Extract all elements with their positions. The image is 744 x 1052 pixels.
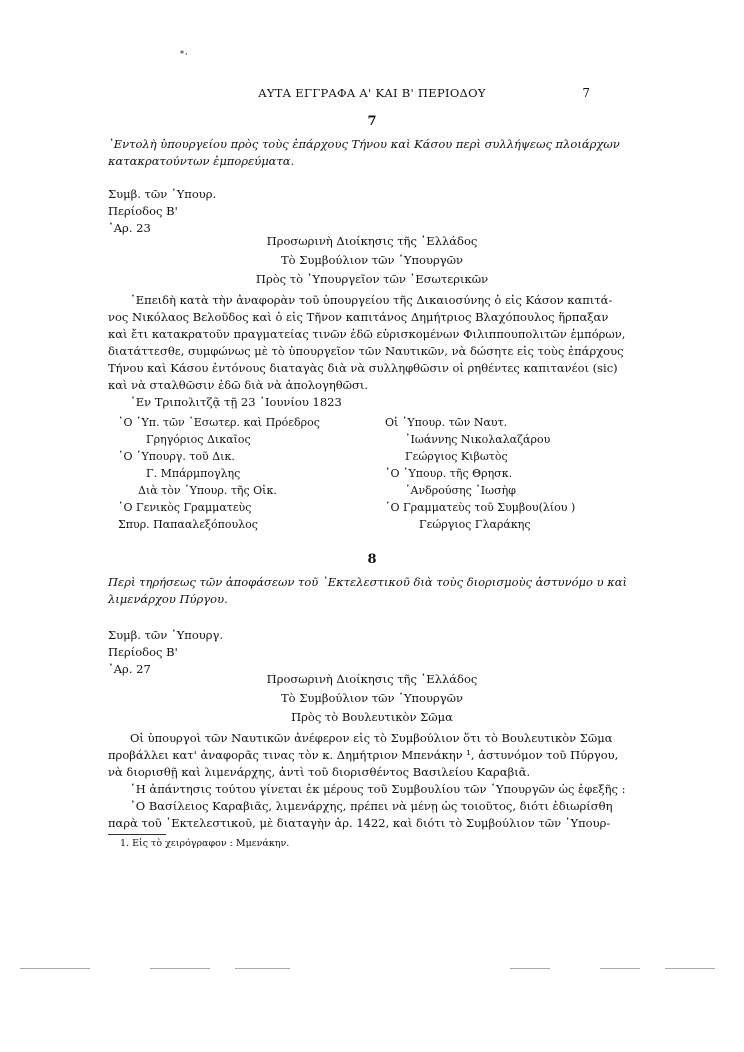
document-7-reference [108, 186, 636, 237]
footnote-divider [108, 834, 166, 835]
signature-line: ῾Ο ῾Υπ. τῶν ᾿Εσωτερ. καὶ Πρόεδρος [118, 416, 320, 429]
heading-line: Πρὸς τὸ Βουλευτικὸν Σῶμα [291, 710, 453, 724]
body-line: Τήνου καὶ Κάσου ἐντόνους διαταγὰς διὰ νὰ συλληφθῶσιν οἱ ρηθέντες καπιτανέοι (sic) [108, 361, 618, 375]
body-line: νὰ διορισθῇ καὶ λιμενάρχης, ἀντὶ τοῦ διορισθέντος Βασιλείου Καραβιᾶ. [108, 765, 531, 779]
signature-line: ῾Ο ῾Υπουργ. τοῦ Δικ. [118, 450, 235, 463]
title-line: ᾿Εντολὴ ὑπουργείου πρὸς τοὺς ἐπάρχους Τήνου καὶ Κάσου περὶ συλλήψεως πλοιάρχων [108, 137, 620, 151]
running-header [0, 86, 744, 102]
meta-line: Περίοδος Β' [108, 204, 178, 218]
meta-line: Περίοδος Β' [108, 645, 178, 659]
meta-line: ᾿Αρ. 27 [108, 662, 151, 676]
body-line: ῾Η ἀπάντησις τούτου γίνεται ἐκ μέρους τοῦ Συμβουλίου τῶν ῾Υπουργῶν ὡς ἐφεξῆς : [130, 782, 626, 796]
heading-line: Τὸ Συμβούλιον τῶν ῾Υπουργῶν [281, 691, 463, 705]
heading-line: Προσωρινὴ Διοίκησις τῆς ῾Ελλάδος [266, 234, 478, 248]
title-line: Περὶ τηρήσεως τῶν ἀποφάσεων τοῦ ᾿Εκτελεστικοῦ διὰ τοὺς διορισμοὺς ἀστυνόμο υ καὶ [108, 575, 628, 589]
scan-line [150, 968, 210, 969]
body-line: καὶ νὰ σταλθῶσιν ἐδῶ διὰ νὰ ἀπολογηθῶσι. [108, 378, 369, 392]
scan-line [20, 968, 90, 969]
scan-mark: ⁎‚ [180, 47, 189, 56]
document-7-number: 7 [367, 114, 377, 129]
signature-line: ῾Ο Γενικὸς Γραμματεὺς [118, 501, 252, 514]
document-8-title [108, 574, 636, 608]
meta-line: Συμβ. τῶν ῾Υπουρ. [108, 187, 217, 201]
document-7-body [108, 292, 636, 411]
signature-line: ῾Ο ῾Υπουρ. τῆς Θρησκ. [385, 467, 513, 480]
document-7-heading [108, 232, 636, 289]
scan-line [600, 968, 640, 969]
signatures-right [385, 414, 645, 533]
signature-line: ᾿Ανδρούσης ᾿Ιωσὴφ [405, 484, 516, 497]
signatures-left [118, 414, 368, 533]
signature-line: Γεώργιος Γλαράκης [419, 518, 531, 531]
document-date: ᾿Εν Τριπολιτζᾷ τῇ 23 ᾿Ιουνίου 1823 [130, 395, 342, 409]
body-line: νος Νικόλαος Βελοῦδος καὶ ὁ εἰς Τῆνον καπιτάνος Δημήτριος Βλαχόπουλος ἥρπαξαν [108, 310, 609, 324]
document-7-title [108, 136, 636, 170]
scan-line [665, 968, 715, 969]
document-8-number: 8 [367, 552, 377, 567]
scan-line [235, 968, 290, 969]
bottom-scan-lines [0, 968, 744, 970]
body-line: προβάλλει κατ' ἀναφορᾶς τινας τὸν κ. Δημήτριον Μπενάκην ¹, ἀστυνόμον τοῦ Πύργου, [108, 748, 619, 762]
meta-line: Συμβ. τῶν ῾Υπουργ. [108, 628, 224, 642]
heading-line: Πρὸς τὸ ῾Υπουργεῖον τῶν ᾿Εσωτερικῶν [255, 272, 489, 286]
scan-line [510, 968, 550, 969]
meta-line: ᾿Αρ. 23 [108, 221, 151, 235]
signature-line: Γ. Μπάρμπογλης [146, 467, 241, 480]
signature-line: Γεώργιος Κιβωτὸς [405, 450, 508, 463]
body-line: ᾿Επειδὴ κατὰ τὴν ἀναφορὰν τοῦ ὑπουργείου τῆς Δικαιοσύνης ὁ εἰς Κάσον καπιτά- [130, 293, 613, 307]
signature-line: Γρηγόριος Δικαῖος [146, 433, 251, 446]
signature-line: Σπυρ. Παπααλεξόπουλος [118, 518, 258, 531]
signature-line: Οἱ ῾Υπουρ. τῶν Ναυτ. [385, 416, 508, 429]
signature-line: Διὰ τὸν ῾Υπουρ. τῆς Οἰκ. [138, 484, 277, 497]
title-line: κατακρατούντων ἐμπορεύματα. [108, 154, 295, 168]
body-line: διατάττεσθε, συμφώνως μὲ τὸ ὑπουργεῖον τῶν Ναυτικῶν, νὰ δώσητε εἰς τοὺς ἐπάρχους [108, 344, 624, 358]
running-header-title: ΑΥΤΑ ΕΓΓΡΑΦΑ Α' ΚΑΙ Β' ΠΕΡΙΟΔΟΥ [258, 86, 486, 100]
body-line: Οἱ ὑπουργοὶ τῶν Ναυτικῶν ἀνέφερον εἰς τὸ Συμβούλιον ὅτι τὸ Βουλευτικὸν Σῶμα [130, 731, 613, 745]
document-8-heading [108, 670, 636, 727]
title-line: λιμενάρχου Πύργου. [108, 592, 228, 606]
heading-line: Τὸ Συμβούλιον τῶν ῾Υπουργῶν [281, 253, 463, 267]
page-number: 7 [582, 86, 590, 100]
document-8-body [108, 730, 636, 832]
body-line: ῾Ο Βασίλειος Καραβιᾶς, λιμενάρχης, πρέπει νὰ μένῃ ὡς τοιοῦτος, διότι ἐδιωρίσθη [130, 799, 613, 813]
body-line: καὶ ἔτι κατακρατοῦν πραγματείας τινῶν ἐδῶ εὑρισκομένων Φιλιππουπολιτῶν ἐμπόρων, [108, 327, 626, 341]
body-line: παρὰ τοῦ ᾿Εκτελεστικοῦ, μὲ διαταγὴν ἀρ. 1422, καὶ διότι τὸ Συμβούλιον τῶν ῾Υπουρ- [108, 816, 611, 830]
signature-line: ᾿Ιωάννης Νικολαλαζάρου [405, 433, 551, 446]
signature-line: ῾Ο Γραμματεὺς τοῦ Συμβου(λίου ) [385, 501, 576, 514]
heading-line: Προσωρινὴ Διοίκησις τῆς ῾Ελλάδος [266, 672, 478, 686]
footnote: 1. Εἰς τὸ χειρόγραφον : Μμενάκην. [120, 838, 290, 849]
